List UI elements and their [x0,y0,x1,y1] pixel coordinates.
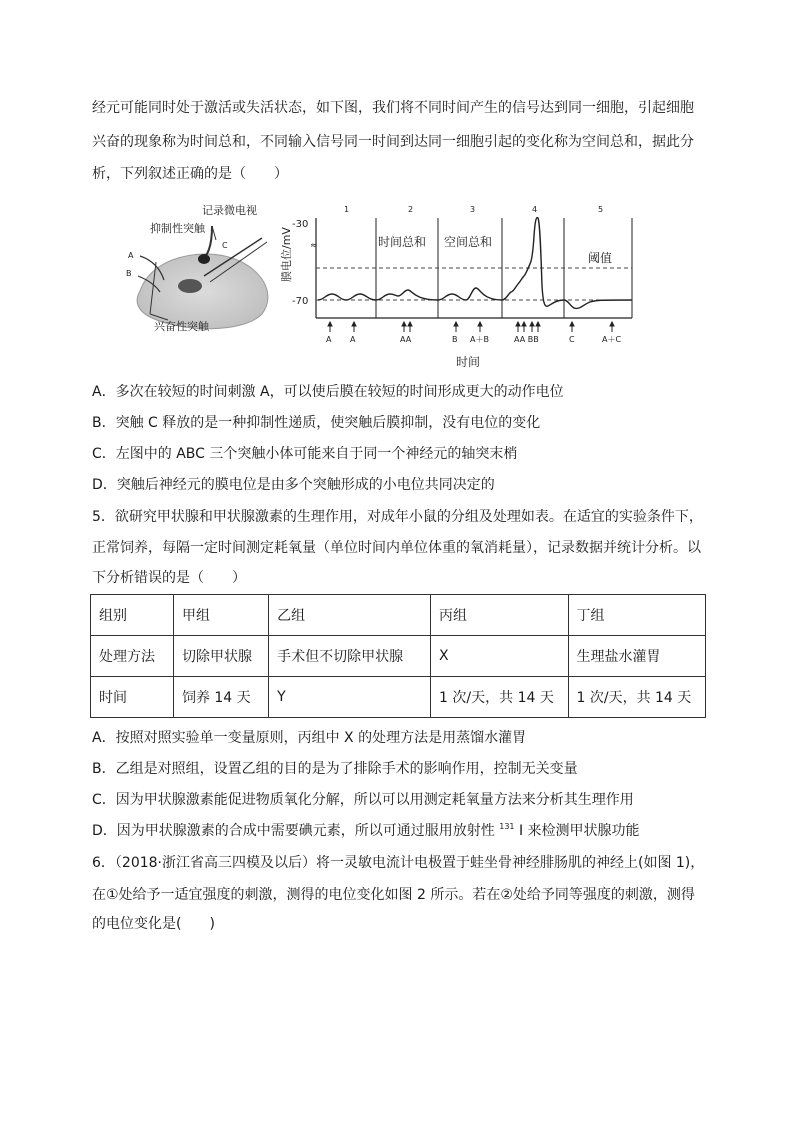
q5-group-table [90,594,706,718]
panel-number-4: 4 [532,205,538,214]
panel-number-1: 1 [344,205,350,214]
table-cell: 组别 [91,595,174,636]
stim-label-5: A＋B [470,335,489,344]
q5-stem-line-1: 5．欲研究甲状腺和甲状腺激素的生理作用，对成年小鼠的分组及处理如表。在适宜的实验条件下， [92,509,703,525]
table-cell: 生理盐水灌胃 [568,636,706,677]
q4-option-a: A．多次在较短的时间刺激 A，可以使后膜在较短的时间形成更大的动作电位 [92,384,564,400]
inhibit-label: 抑制性突触 [150,222,205,235]
table-cell: 处理方法 [91,636,174,677]
label-a: A [128,251,134,260]
stimulus-arrows [328,322,614,332]
table-cell: Y [269,677,431,718]
table-cell: 时间 [91,677,174,718]
label-c: C [222,241,228,250]
label-b: B [126,269,132,278]
table-cell: 1 次/天，共 14 天 [431,677,568,718]
q4-intro-line-3: 析，下列叙述正确的是（ ） [92,166,288,182]
label-threshold: 阈值 [588,251,613,265]
q6-stem-line-2: 在①处给予一适宜强度的刺激，测得的电位变化如图 2 所示。若在②处给予同等强度的刺激，测得 [92,887,695,903]
panel-number-2: 2 [408,205,414,214]
table-row [91,595,706,636]
table-cell: 饲养 14 天 [173,677,268,718]
q6-stem-line-1: 6．（2018·浙江省高三四模及以后）将一灵敏电流计电极置于蛙坐骨神经腓肠肌的神经上(如图 1)， [92,855,705,871]
y-axis-label: 膜电位/mV [280,227,293,282]
ytick-top: -30 [292,219,309,230]
q5-option-d-text-end: I 来检测甲状腺功能 [514,823,640,839]
table-cell: 1 次/天，共 14 天 [568,677,706,718]
stim-label-7: C [569,335,575,344]
table-cell: 乙组 [269,595,431,636]
svg-text:≈: ≈ [310,241,318,251]
neuron-body-shape [137,254,268,329]
synapse-figure [112,196,652,372]
stim-label-3: AA [400,335,412,344]
record-label: 记录微电视 [202,204,257,217]
panel-number-3: 3 [470,205,476,214]
table-row [91,677,706,718]
stim-label-1: A [326,335,332,344]
q5-stem-line-2: 正常饲养，每隔一定时间测定耗氧量（单位时间内单位体重的氧消耗量），记录数据并统计分析。以 [92,540,701,556]
table-cell: 手术但不切除甲状腺 [269,636,431,677]
x-axis-label: 时间 [456,355,481,369]
q6-stem-line-3: 的电位变化是( ) [92,916,215,932]
potential-trace [318,218,632,309]
label-time-sum: 时间总和 [378,235,427,249]
label-space-sum: 空间总和 [444,235,493,249]
stim-label-8: A＋C [602,335,622,344]
ytick-bottom: -70 [292,296,309,307]
isotope-mass-number: 131 [499,822,515,831]
q4-option-b: B．突触 C 释放的是一种抑制性递质，使突触后膜抑制，没有电位的变化 [92,415,541,431]
synapse-illustration [112,196,282,336]
stim-label-6: AA BB [514,335,539,344]
q5-option-d-text: D．因为甲状腺激素的合成中需要碘元素，所以可通过服用放射性 [92,823,500,839]
q4-intro-line-2: 兴奋的现象称为时间总和，不同输入信号同一时间到达同一细胞引起的变化称为空间总和，据此分 [92,134,694,150]
table-row [91,636,706,677]
table-cell: 丁组 [568,595,706,636]
panel-number-5: 5 [598,205,604,214]
q5-option-b: B．乙组是对照组，设置乙组的目的是为了排除手术的影响作用，控制无关变量 [92,761,578,777]
q4-option-d: D．突触后神经元的膜电位是由多个突触形成的小电位共同决定的 [92,477,495,493]
q5-stem-line-3: 下分析错误的是（ ） [92,570,246,586]
q5-option-c: C．因为甲状腺激素能促进物质氧化分解，所以可以用测定耗氧量方法来分析其生理作用 [92,792,634,808]
q4-option-c: C．左图中的 ABC 三个突触小体可能来自于同一个神经元的轴突末梢 [92,446,518,462]
nucleus-shape [178,279,202,293]
membrane-potential-chart [280,196,652,372]
table-cell: 切除甲状腺 [173,636,268,677]
q5-option-d [92,821,640,841]
stim-label-4: B [452,335,458,344]
stim-label-2: A [350,335,356,344]
table-cell: 丙组 [431,595,568,636]
table-cell: 甲组 [173,595,268,636]
q4-intro-line-1: 经元可能同时处于激活或失活状态，如下图，我们将不同时间产生的信号达到同一细胞，引起细胞 [92,100,694,116]
q5-option-a: A．按照对照实验单一变量原则，丙组中 X 的处理方法是用蒸馏水灌胃 [92,730,527,746]
excite-label: 兴奋性突触 [154,320,209,333]
table-cell: X [431,636,568,677]
